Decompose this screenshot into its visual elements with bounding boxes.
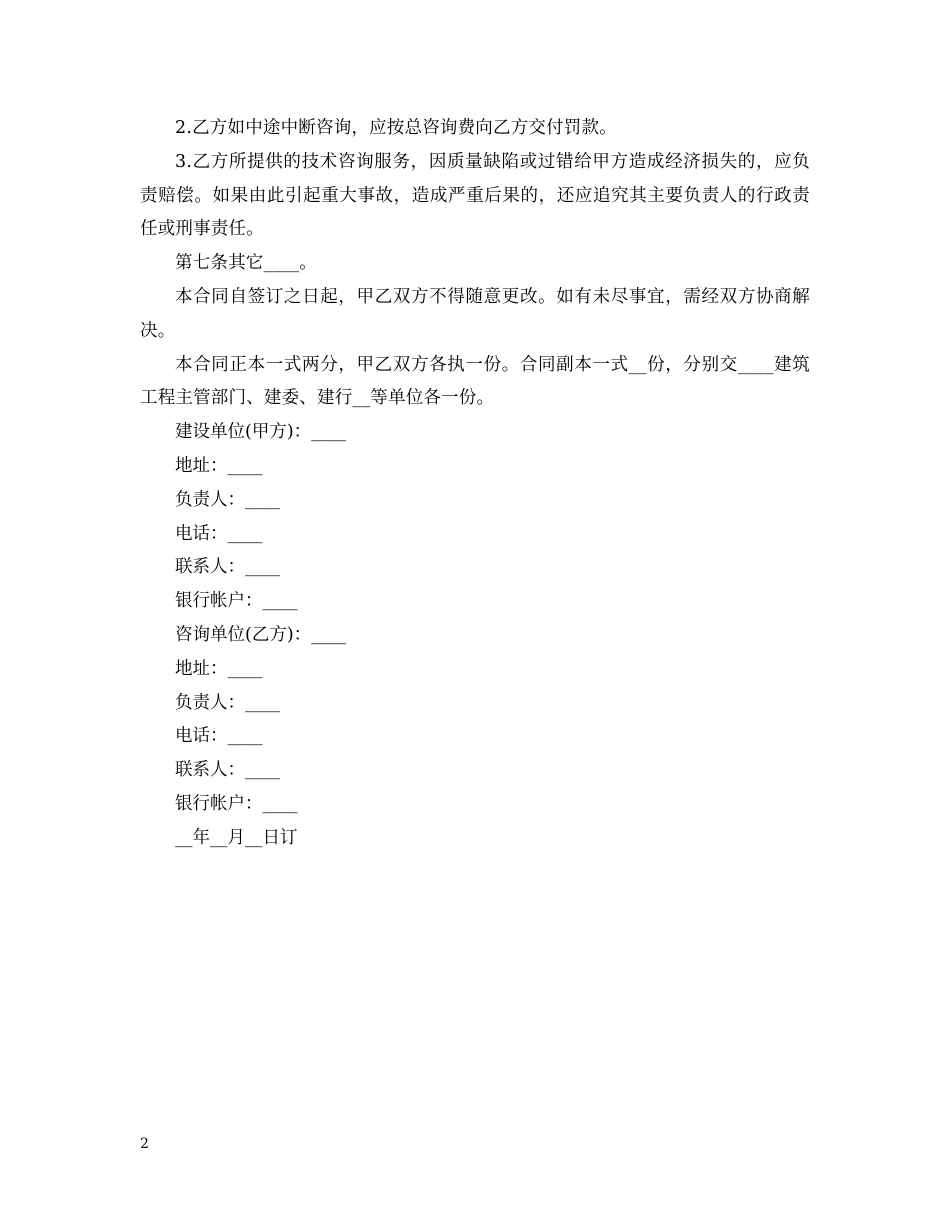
party-a-person-in-charge: 负责人：____ [175,489,280,510]
party-b-phone: 电话：____ [175,726,263,747]
party-b-block [140,619,810,822]
signing-date: __年__月__日订 [175,827,298,848]
party-a-bank-account: 银行帐户：____ [175,591,298,612]
party-a-block [140,416,810,619]
document-page [140,112,810,856]
clause-paragraph: 本合同自签订之日起，甲乙双方不得随意更改。如有未尽事宜，需经双方协商解决。 [140,286,810,341]
party-b-unit: 咨询单位(乙方)：____ [175,624,347,645]
clause-paragraph: 3.乙方所提供的技术咨询服务，因质量缺陷或过错给甲方造成经济损失的，应负责赔偿。如果由此引起重大事故，造成严重后果的，还应追究其主要负责人的行政责任或刑事责任。 [140,151,810,240]
clause-paragraph: 2.乙方如中途中断咨询，应按总咨询费向乙方交付罚款。 [175,118,617,138]
party-a-address: 地址：____ [175,455,263,476]
clause-paragraph: 本合同正本一式两分，甲乙双方各执一份。合同副本一式__份，分别交____建筑工程主管部门、建委、建行__等单位各一份。 [140,354,810,409]
party-b-contact: 联系人：____ [175,760,280,781]
party-a-unit: 建设单位(甲方)：____ [175,422,347,443]
party-b-address: 地址：____ [175,658,263,679]
party-a-phone: 电话：____ [175,523,263,544]
page-number: 2 [140,1136,149,1152]
party-a-contact: 联系人：____ [175,557,280,578]
article-seven-heading: 第七条其它____。 [175,253,317,274]
party-b-bank-account: 银行帐户：____ [175,793,298,814]
party-b-person-in-charge: 负责人：____ [175,692,280,713]
